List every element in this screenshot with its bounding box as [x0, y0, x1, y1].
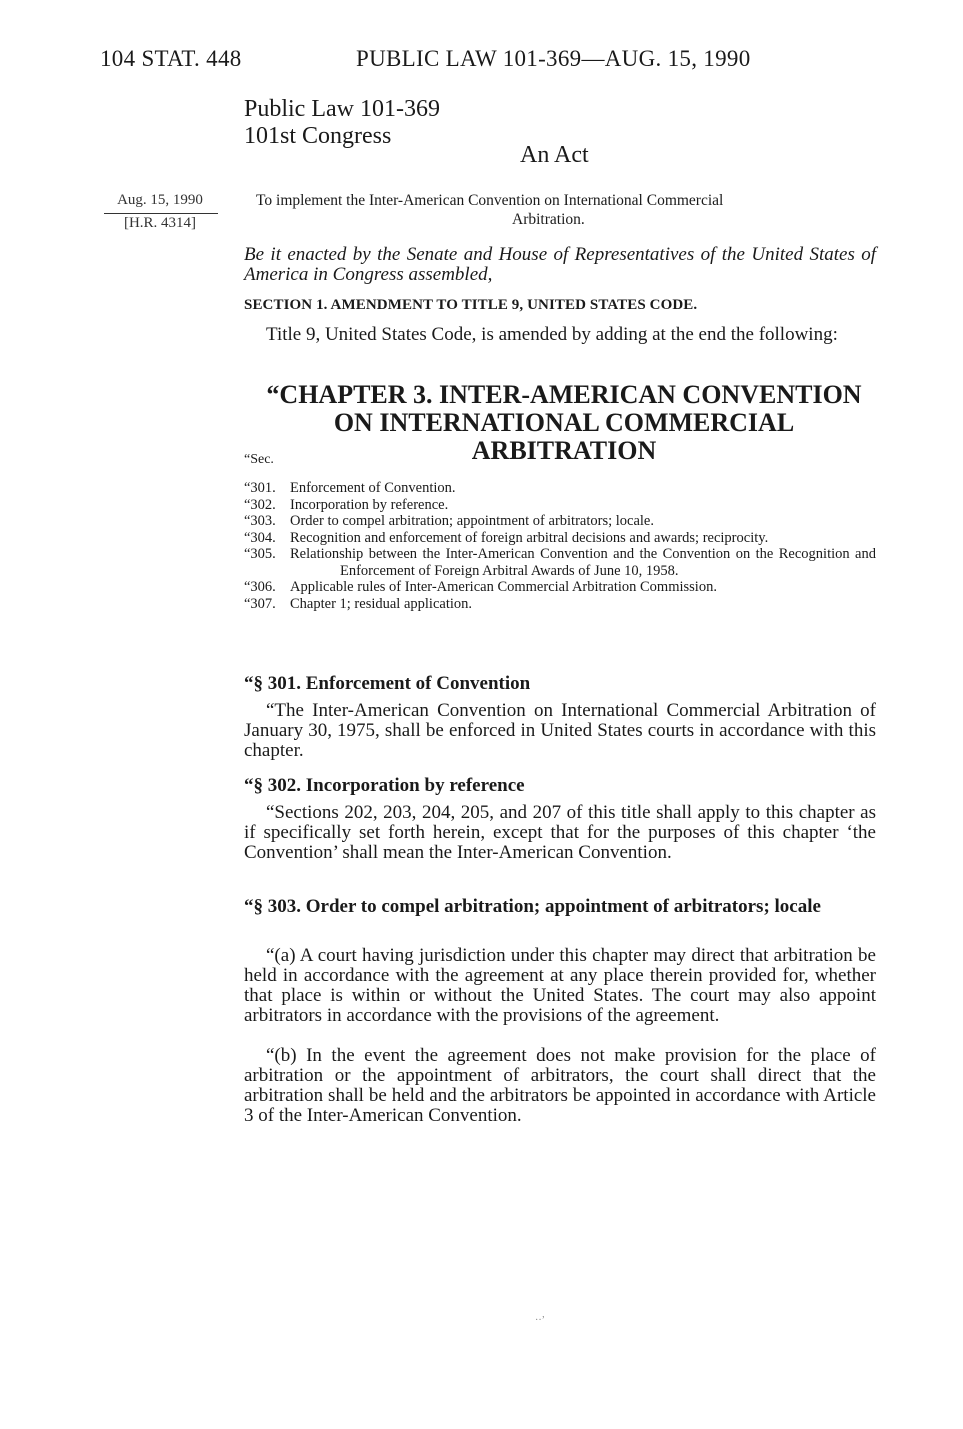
purpose-statement: [256, 191, 856, 229]
toc-item: [244, 596, 876, 613]
toc-item: [244, 497, 876, 514]
toc-item: [244, 546, 876, 579]
section-303-paragraph-b: “(b) In the event the agreement does not make provision for the place of arbitration or the appointment of arbitrators, the court shall direct that the arbitration shall be held and the arbitrators be appointed in accordance with Article 3 of the Inter-American Convention.: [244, 1045, 876, 1126]
toc-item-number: “304.: [244, 529, 276, 546]
chapter-title: “CHAPTER 3. INTER-AMERICAN CONVENTION ON INTERNATIONAL COMMERCIAL ARBITRATION: [266, 380, 862, 465]
section-1-heading: SECTION 1. AMENDMENT TO TITLE 9, UNITED STATES CODE.: [244, 297, 698, 313]
toc-item-text: Recognition and enforcement of foreign arbitral decisions and awards; reciprocity.: [290, 529, 769, 546]
toc-sec-label: “Sec.: [244, 452, 274, 467]
toc-item: [244, 579, 876, 596]
section-302-heading: “§ 302. Incorporation by reference: [244, 775, 525, 796]
section-302-text: “Sections 202, 203, 204, 205, and 207 of this title shall apply to this chapter as if specifically set forth herein, except that for the purposes of this chapter ‘the Convention’ shall mean the Inter-American Convention.: [244, 802, 876, 863]
toc-item-number: “307.: [244, 595, 276, 612]
congress-label: 101st Congress: [244, 123, 392, 149]
law-header: [244, 96, 440, 150]
toc-item-number: “306.: [244, 579, 276, 595]
section-303-paragraph-a: “(a) A court having jurisdiction under this chapter may direct that arbitration be held in accordance with the agreement at any place therein provided for, whether that place is within or without the United States. The court may also appoint arbitrators in accordance with the provisions of the agreement.: [244, 945, 876, 1026]
toc-item: [244, 530, 876, 547]
enacting-clause: Be it enacted by the Senate and House of Representatives of the United States of America in Congress assembled,: [244, 244, 876, 285]
running-head-title: PUBLIC LAW 101-369—AUG. 15, 1990: [356, 46, 751, 71]
toc-item-text: Order to compel arbitration; appointment of arbitrators; locale.: [290, 513, 654, 529]
toc-item-text: Enforcement of Convention.: [290, 480, 456, 496]
margin-bill-number: [H.R. 4314]: [123, 215, 197, 231]
section-303-heading: “§ 303. Order to compel arbitration; appointment of arbitrators; locale: [244, 896, 821, 917]
margin-divider: [104, 213, 218, 214]
purpose-line-2: Arbitration.: [512, 211, 585, 228]
toc-item-number: “305.: [244, 546, 276, 562]
page-number: 104 STAT. 448: [100, 46, 242, 71]
toc-item-number: “301.: [244, 480, 276, 496]
toc-item-text: Chapter 1; residual application.: [290, 595, 473, 612]
table-of-sections: [244, 480, 876, 612]
purpose-line-1: To implement the Inter-American Convention on International Commercial: [256, 192, 724, 209]
public-law-number: Public Law 101-369: [244, 96, 440, 122]
section-1-text: Title 9, United States Code, is amended by adding at the end the following:: [266, 324, 838, 345]
an-act-label: An Act: [520, 142, 589, 168]
margin-date: Aug. 15, 1990: [117, 192, 203, 208]
toc-item-text: Incorporation by reference.: [290, 496, 449, 513]
section-301-text: “The Inter-American Convention on International Commercial Arbitration of January 30, 1975, shall be enforced in United States courts in accordance with this chapter.: [244, 700, 876, 761]
toc-item: [244, 513, 876, 530]
scan-mark: ··’: [535, 1315, 545, 1326]
toc-item-text: Applicable rules of Inter-American Commercial Arbitration Commission.: [290, 579, 717, 595]
toc-item-text: Relationship between the Inter-American Convention and the Convention on the Recognition and Enforcement of Foreign Arbitral Awards of June 10, 1958.: [290, 546, 876, 579]
toc-item-number: “303.: [244, 513, 276, 529]
toc-item: [244, 480, 876, 497]
toc-item-number: “302.: [244, 496, 276, 513]
section-301-heading: “§ 301. Enforcement of Convention: [244, 673, 531, 694]
